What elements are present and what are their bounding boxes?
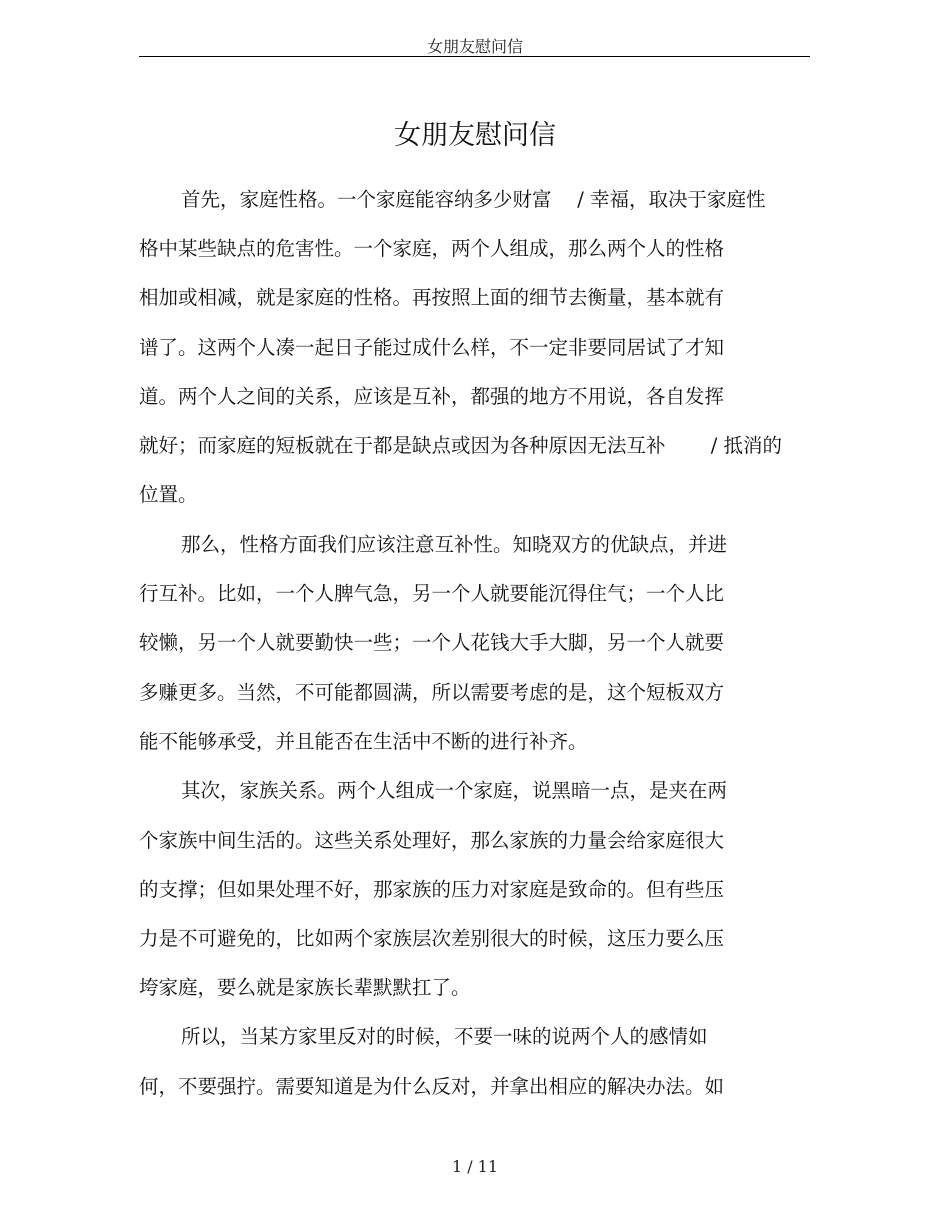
para-2-line-3: 较懒，另一个人就要勤快一些；一个人花钱大手大脚，另一个人就要 (139, 631, 725, 654)
para-3-line-1: 其次，家族关系。两个人组成一个家庭，说黑暗一点，是夹在两 (181, 779, 728, 802)
para-2-line-1: 那么，性格方面我们应该注意互补性。知晓双方的优缺点，并进 (181, 533, 728, 556)
para-4-line-1: 所以，当某方家里反对的时候，不要一味的说两个人的感情如 (181, 1025, 708, 1048)
page-number: 1 / 11 (451, 1157, 499, 1176)
para-3-line-5: 垮家庭，要么就是家族长辈默默扛了。 (139, 976, 471, 999)
para-1-line-3: 相加或相减，就是家庭的性格。再按照上面的细节去衡量，基本就有 (139, 286, 725, 309)
para-2-line-4: 多赚更多。当然，不可能都圆满，所以需要考虑的是，这个短板双方 (139, 681, 725, 704)
para-1-line-1: 首先，家庭性格。一个家庭能容纳多少财富 / 幸福，取决于家庭性 (181, 188, 766, 211)
para-1-line-5: 道。两个人之间的关系，应该是互补，都强的地方不用说，各自发挥 (139, 385, 725, 408)
running-header: 女朋友慰问信 (426, 37, 523, 56)
para-3-line-3: 的支撑；但如果处理不好，那家族的压力对家庭是致命的。但有些压 (139, 878, 725, 901)
para-1-line-2: 格中某些缺点的危害性。一个家庭，两个人组成，那么两个人的性格 (139, 237, 725, 260)
para-1-line-6: 就好；而家庭的短板就在于都是缺点或因为各种原因无法互补 / 抵消的 (139, 434, 782, 457)
para-1-line-4: 谱了。这两个人凑一起日子能过成什么样，不一定非要同居试了才知 (139, 336, 725, 359)
para-3-line-2: 个家族中间生活的。这些关系处理好，那么家族的力量会给家庭很大 (139, 829, 725, 852)
para-2-line-2: 行互补。比如，一个人脾气急，另一个人就要能沉得住气；一个人比 (139, 582, 725, 605)
para-1-line-7: 位置。 (139, 483, 198, 506)
document-title: 女朋友慰问信 (394, 120, 556, 151)
para-3-line-4: 力是不可避免的，比如两个家族层次差别很大的时候，这压力要么压 (139, 927, 725, 950)
para-4-line-2: 何，不要强拧。需要知道是为什么反对，并拿出相应的解决办法。如 (139, 1075, 725, 1098)
para-2-line-5: 能不能够承受，并且能否在生活中不断的进行补齐。 (139, 730, 588, 753)
header-divider (139, 56, 810, 57)
